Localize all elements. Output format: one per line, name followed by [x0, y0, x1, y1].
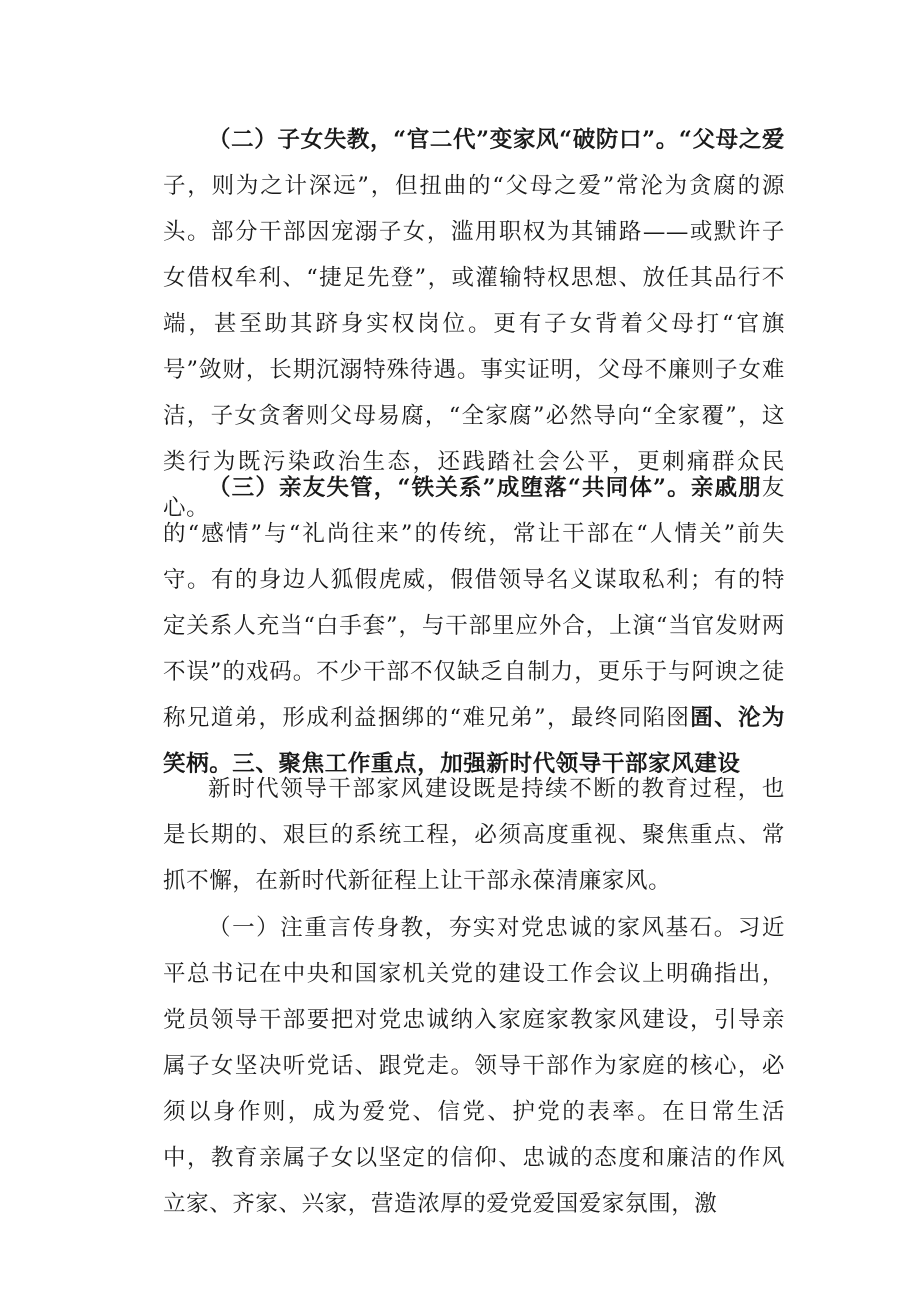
paragraph-teaching-by-example [163, 905, 785, 1227]
paragraph-relatives-management [163, 465, 785, 787]
paragraph-body: 子，则为之计深远”，但扭曲的“父母之爱”常沦为贪腐的源头。部分干部因宠溺子女，滥用职权为其铺路——或默许子女借权牟利、“捷足先登”，或灌输特权思想、放任其品行不端，甚至助其跻身实权岗位。更有子女背着父母打“官旗号”敛财，长期沉溺特殊待遇。事实证明，父母不廉则子女难洁，子女贪奢则父母易腐，“全家腐”必然导向“全家覆”，这类行为既污染政治生态，还践踏社会公平，更刺痛群众民心。 [163, 173, 785, 521]
paragraph-body: 友的“感情”与“礼尚往来”的传统，常让干部在“人情关”前失守。有的身边人狐假虎威，假借领导名义谋取私利；有的特定关系人充当“白手套”，与干部里应外合，上演“当官发财两不误”的戏码。不少干部不仅缺乏自制力，更乐于与阿谀之徒称兄道弟，形成利益捆绑的“难兄弟”，最终同陷囹 [163, 475, 785, 731]
paragraph-heading: （三）亲友失管，“铁关系”成堕落“共同体”。亲戚朋 [208, 475, 762, 501]
paragraph-heading: （二）子女失教，“官二代”变家风“破防口”。“父母之爱 [208, 127, 785, 153]
paragraph-body: （一）注重言传身教，夯实对党忠诚的家风基石。习近平总书记在中央和国家机关党的建设工作会议上明确指出，党员领导干部要把对党忠诚纳入家庭家教家风建设，引导亲属子女坚决听党话、跟党走。领导干部作为家庭的核心，必须以身作则，成为爱党、信党、护党的表率。在日常生活中，教育亲属子女以坚定的信仰、忠诚的态度和廉洁的作风立家、齐家、兴家，营造浓厚的爱党爱国爱家氛围，激 [163, 915, 785, 1217]
paragraph-section-intro [163, 766, 785, 904]
section-heading: 圄、沦为笑柄。三、聚焦工作重点，加强新时代领导干部家风建设 [163, 705, 785, 777]
paragraph-body: 新时代领导干部家风建设既是持续不断的教育过程，也是长期的、艰巨的系统工程，必须高度重视、聚焦重点、常抓不懈，在新时代新征程上让干部永葆清廉家风。 [163, 776, 785, 894]
